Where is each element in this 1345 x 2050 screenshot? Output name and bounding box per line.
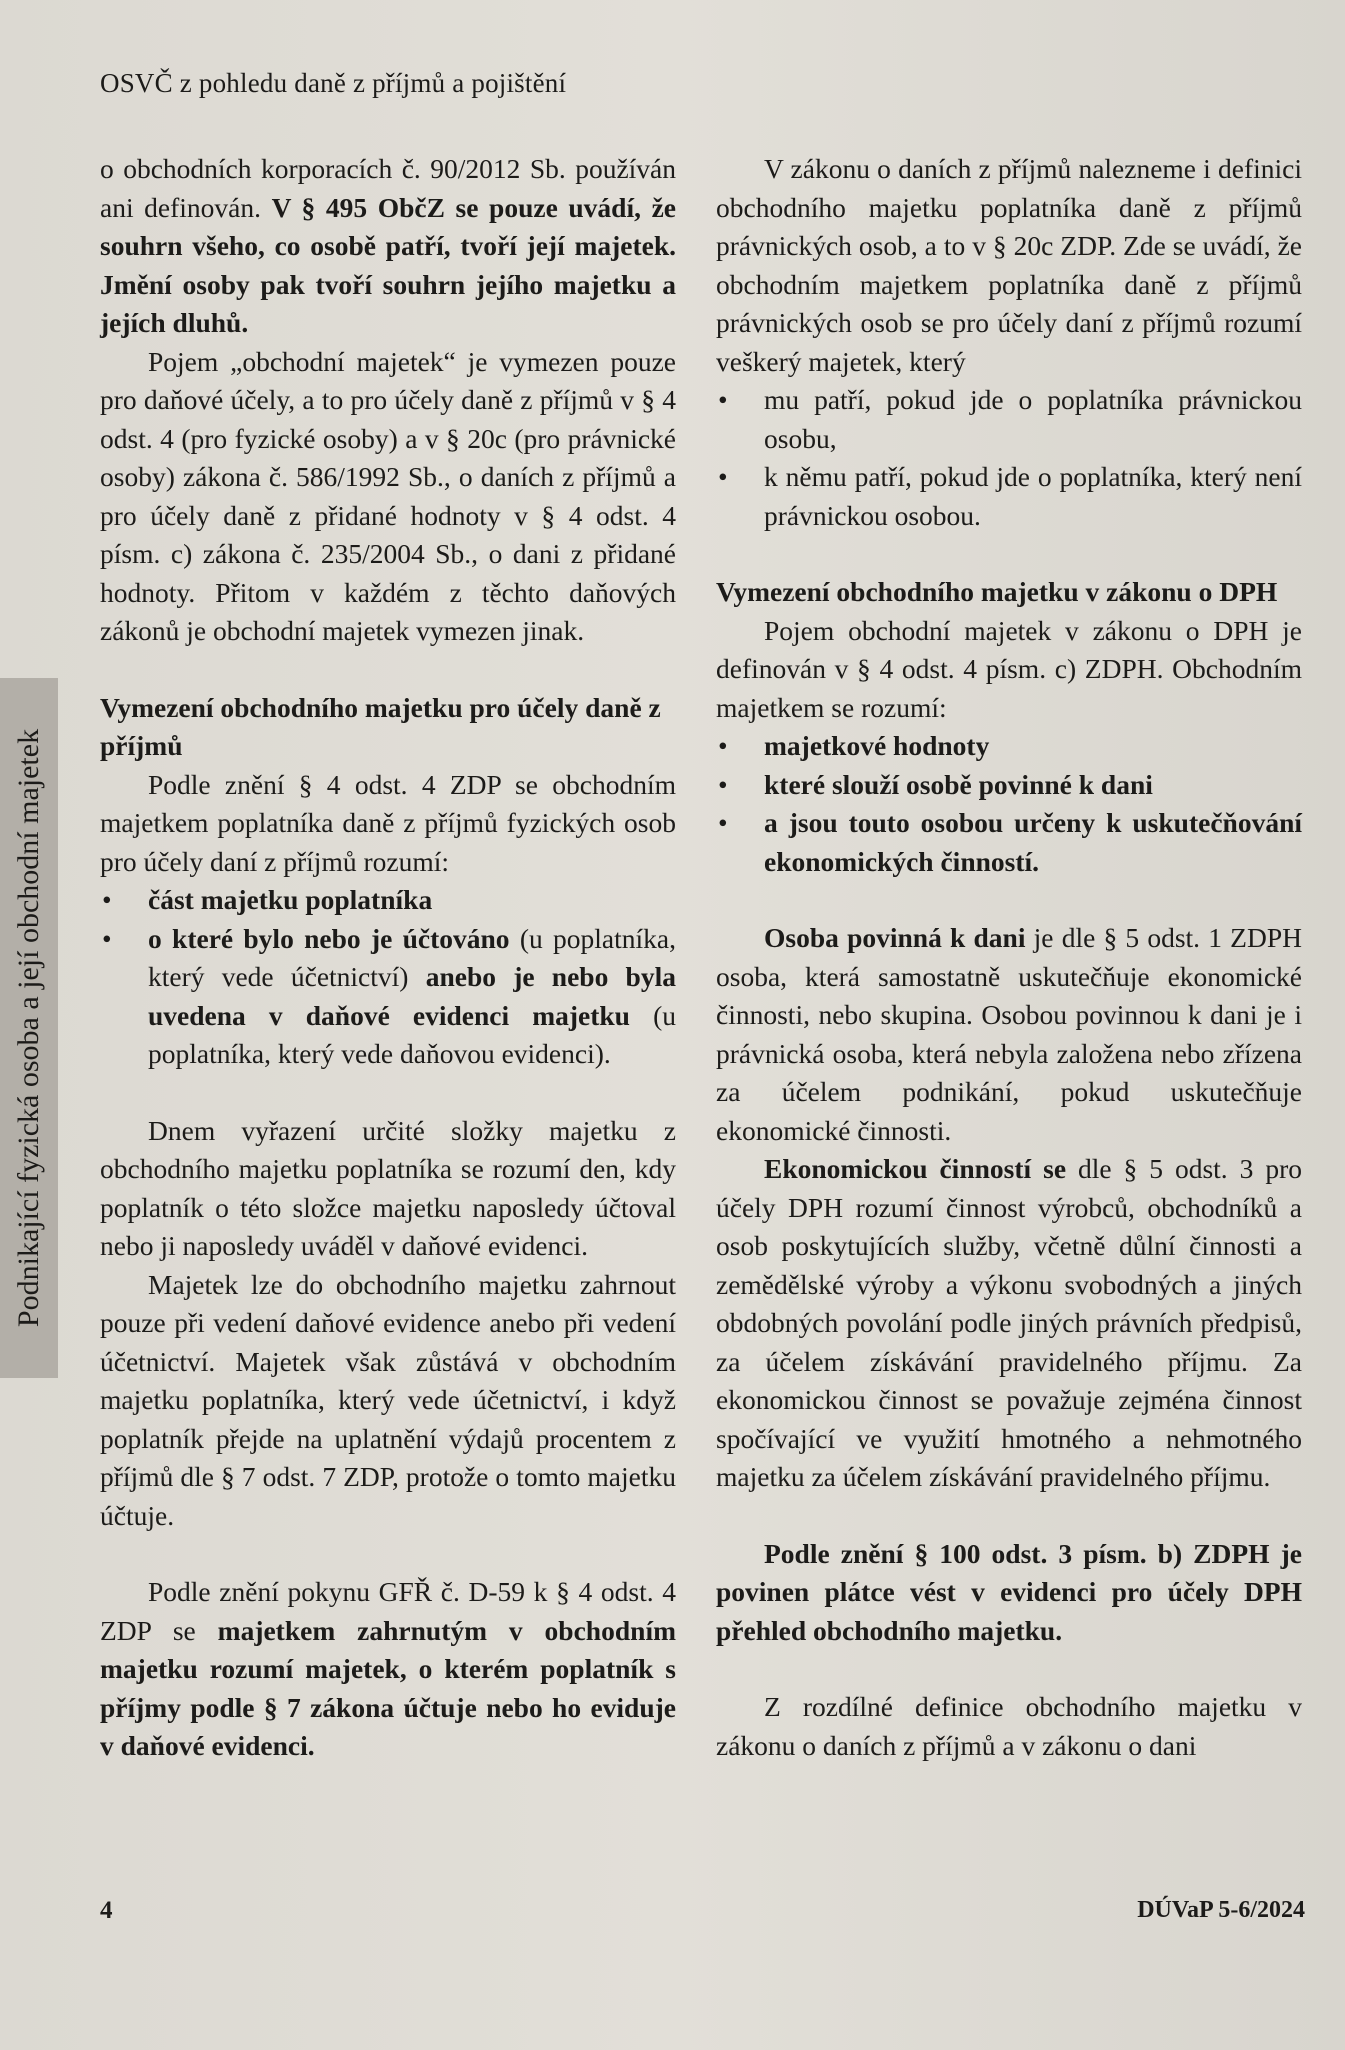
- list-item: • majetkové hodnoty: [716, 727, 1302, 766]
- bullet-list: [716, 727, 1302, 881]
- list-item: • k němu patří, pokud jde o poplatníka, který není právnickou osobou.: [716, 458, 1302, 535]
- side-chapter-tab: [0, 678, 58, 1378]
- bullet-icon: •: [102, 884, 112, 915]
- bullet-icon: •: [102, 922, 112, 954]
- paragraph: o obchodních korporacích č. 90/2012 Sb. používán ani definován. V § 495 ObčZ se pouze uvádí, že souhrn všeho, co osobě patří, tvoří její majetek. Jmění osoby pak tvoří souhrn jejího majetku a jejích dluhů.: [100, 153, 676, 338]
- section-heading: Vymezení obchodního majetku v zákonu o DPH: [716, 576, 1278, 607]
- paragraph: Ekonomickou činností se dle § 5 odst. 3 pro účely DPH rozumí činnost výrobců, obchodníků a osob poskytujících služby, včetně důlní činnosti a zemědělské výroby a výkonu svobodných a jiných obdobných povolání podle jiných právních předpisů, za účelem získávání pravidelného příjmu. Za ekonomickou činnost se považuje zejména činnost spočívající ve využití hmotného a nehmotného majetku za účelem získávání pravidelného příjmu.: [716, 1153, 1302, 1492]
- running-header: OSVČ z pohledu daně z příjmů a pojištění: [100, 68, 567, 98]
- side-chapter-title: Podnikající fyzická osoba a její obchodní majetek: [12, 728, 45, 1328]
- page-number: 4: [100, 1897, 113, 1924]
- paragraph: Podle znění § 100 odst. 3 písm. b) ZDPH je povinen plátce vést v evidenci pro účely DPH přehled obchodního majetku.: [716, 1537, 1302, 1646]
- bullet-list: [716, 381, 1302, 535]
- paragraph: Podle znění § 4 odst. 4 ZDP se obchodním majetkem poplatníka daně z příjmů fyzických osob pro účely daní z příjmů rozumí:: [100, 768, 676, 877]
- paragraph: Majetek lze do obchodního majetku zahrnout pouze při vedení daňové evidence anebo při vedení účetnictví. Majetek však zůstává v obchodním majetku poplatníka, který vede účetnictví, i když poplatník přejde na uplatnění výdajů procentem z příjmů dle § 7 odst. 7 ZDP, protože o tomto majetku účtuje.: [100, 1268, 676, 1531]
- bullet-icon: •: [718, 768, 728, 800]
- left-column: [100, 150, 676, 1766]
- paragraph: Dnem vyřazení určité složky majetku z obchodního majetku poplatníka se rozumí den, kdy poplatník o této složce majetku naposledy účtoval nebo ji naposledy uváděl v daňové evidenci.: [100, 1114, 676, 1261]
- bullet-icon: •: [718, 384, 728, 415]
- list-item: • mu patří, pokud jde o poplatníka právnickou osobu,: [716, 381, 1302, 458]
- paragraph: Pojem „obchodní majetek“ je vymezen pouze pro daňové účely, a to pro účely daně z příjmů v § 4 odst. 4 (pro fyzické osoby) a v § 20c (pro právnické osoby) zákona č. 586/1992 Sb., o daních z příjmů a pro účely daně z přidané hodnoty v § 4 odst. 4 písm. c) zákona č. 235/2004 Sb., o dani z přidané hodnoty. Přitom v každém z těchto daňových zákonů je obchodní majetek vymezen jinak.: [100, 345, 676, 646]
- bullet-icon: •: [718, 730, 728, 761]
- journal-issue: DÚVaP 5-6/2024: [1137, 1897, 1305, 1923]
- paragraph: Pojem obchodní majetek v zákonu o DPH je definován v § 4 odst. 4 písm. c) ZDPH. Obchodním majetkem se rozumí:: [716, 614, 1302, 723]
- right-column: [716, 150, 1302, 1765]
- bullet-icon: •: [718, 807, 728, 838]
- list-item: • část majetku poplatníka: [100, 881, 676, 920]
- bullet-list: [100, 881, 676, 1074]
- section-heading: Vymezení obchodního majetku pro účely daně z příjmů: [100, 691, 661, 761]
- list-item: • které slouží osobě povinné k dani: [716, 766, 1302, 805]
- paragraph: Podle znění pokynu GFŘ č. D-59 k § 4 odst. 4 ZDP se majetkem zahrnutým v obchodním majetku rozumí majetek, o kterém poplatník s příjmy podle § 7 zákona účtuje nebo ho eviduje v daňové evidenci.: [100, 1576, 676, 1761]
- paragraph: Z rozdílné definice obchodního majetku v zákonu o daních z příjmů a v zákonu o dani: [716, 1691, 1302, 1761]
- bullet-icon: •: [718, 461, 728, 492]
- list-item: • o které bylo nebo je účtováno (u poplatníka, který vede účetnictví) anebo je nebo byla uvedena v daňové evidenci majetku (u poplatníka, který vede daňovou evidenci).: [100, 920, 676, 1074]
- paragraph: Osoba povinná k dani je dle § 5 odst. 1 ZDPH osoba, která samostatně uskutečňuje ekonomické činnosti, nebo skupina. Osobou povinnou k dani je i právnická osoba, která nebyla založena nebo zřízena za účelem podnikání, pokud uskutečňuje ekonomické činnosti.: [716, 922, 1302, 1146]
- paragraph: V zákonu o daních z příjmů nalezneme i definici obchodního majetku poplatníka daně z příjmů právnických osob, a to v § 20c ZDP. Zde se uvádí, že obchodním majetkem poplatníka daně z příjmů právnických osob se pro účely daní z příjmů rozumí veškerý majetek, který: [716, 153, 1302, 377]
- list-item: • a jsou touto osobou určeny k uskutečňování ekonomických činností.: [716, 804, 1302, 881]
